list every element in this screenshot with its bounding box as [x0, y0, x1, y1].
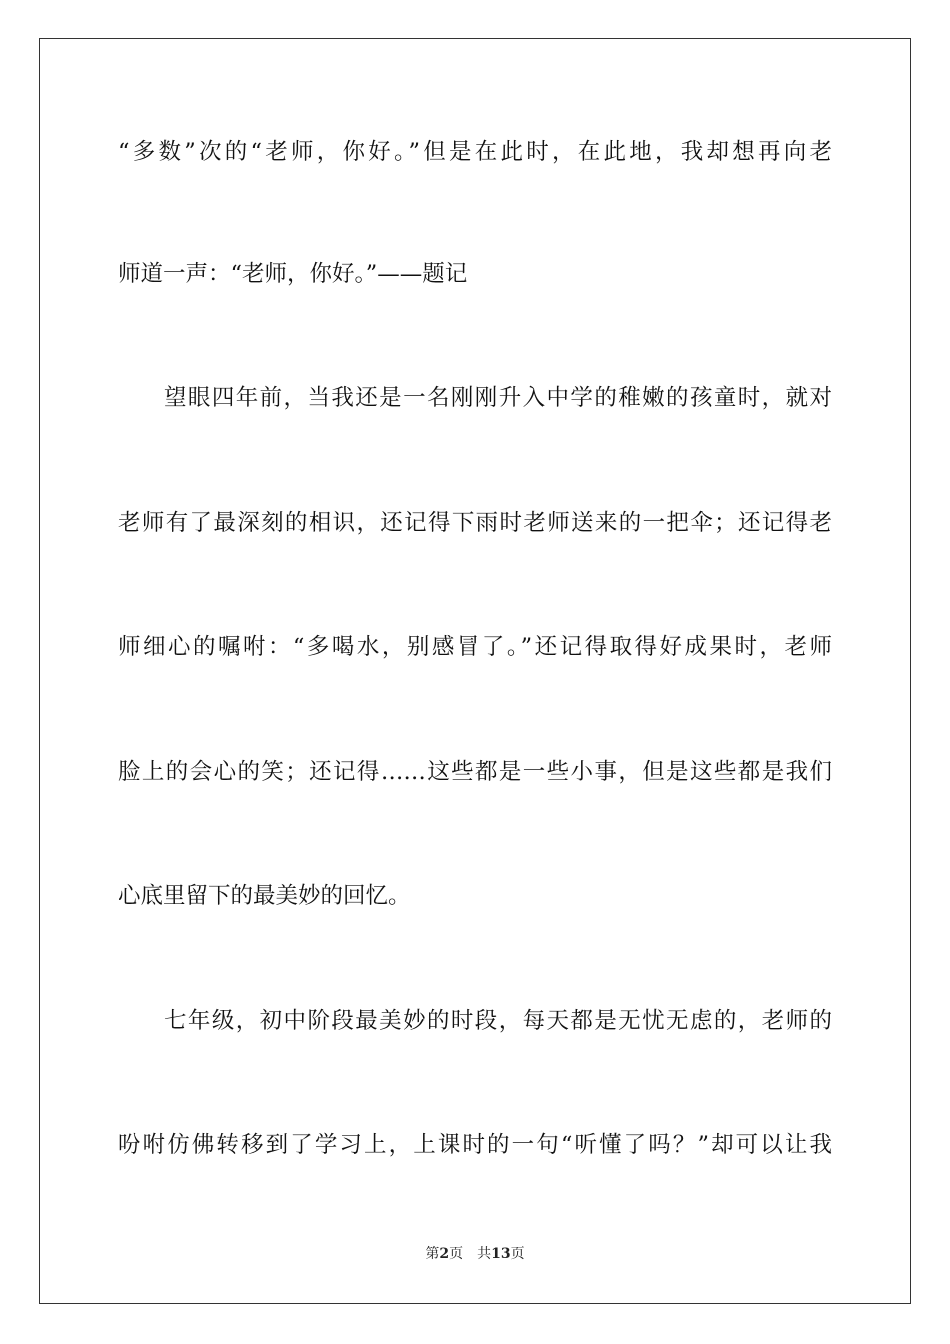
total-prefix: 共: [477, 1246, 492, 1262]
page-footer: [0, 1244, 950, 1264]
text-line-1: “多数”次的“老师，你好。”但是在此时，在此地，我却想再向老: [118, 139, 832, 165]
page-total-number: 13: [491, 1246, 511, 1262]
page-current-number: 2: [439, 1246, 450, 1262]
text-line-4: 老师有了最深刻的相识，还记得下雨时老师送来的一把伞；还记得老: [118, 510, 832, 536]
text-line-9: 吩咐仿佛转移到了学习上，上课时的一句“听懂了吗？”却可以让我: [118, 1132, 832, 1158]
text-line-8: 七年级，初中阶段最美妙的时段，每天都是无忧无虑的，老师的: [164, 1008, 832, 1034]
text-line-7: 心底里留下的最美妙的回忆。: [118, 883, 411, 909]
text-line-5: 师细心的嘱咐：“多喝水，别感冒了。”还记得取得好成果时，老师: [118, 634, 832, 660]
text-line-2: 师道一声：“老师，你好。”——题记: [118, 261, 468, 287]
text-line-3: 望眼四年前，当我还是一名刚刚升入中学的稚嫩的孩童时，就对: [164, 385, 832, 411]
page-border: [39, 38, 911, 1304]
total-suffix: 页: [510, 1246, 525, 1262]
page-prefix: 第: [425, 1246, 440, 1262]
page-suffix: 页: [449, 1246, 464, 1262]
text-line-6: 脸上的会心的笑；还记得……这些都是一些小事，但是这些都是我们: [118, 759, 832, 785]
